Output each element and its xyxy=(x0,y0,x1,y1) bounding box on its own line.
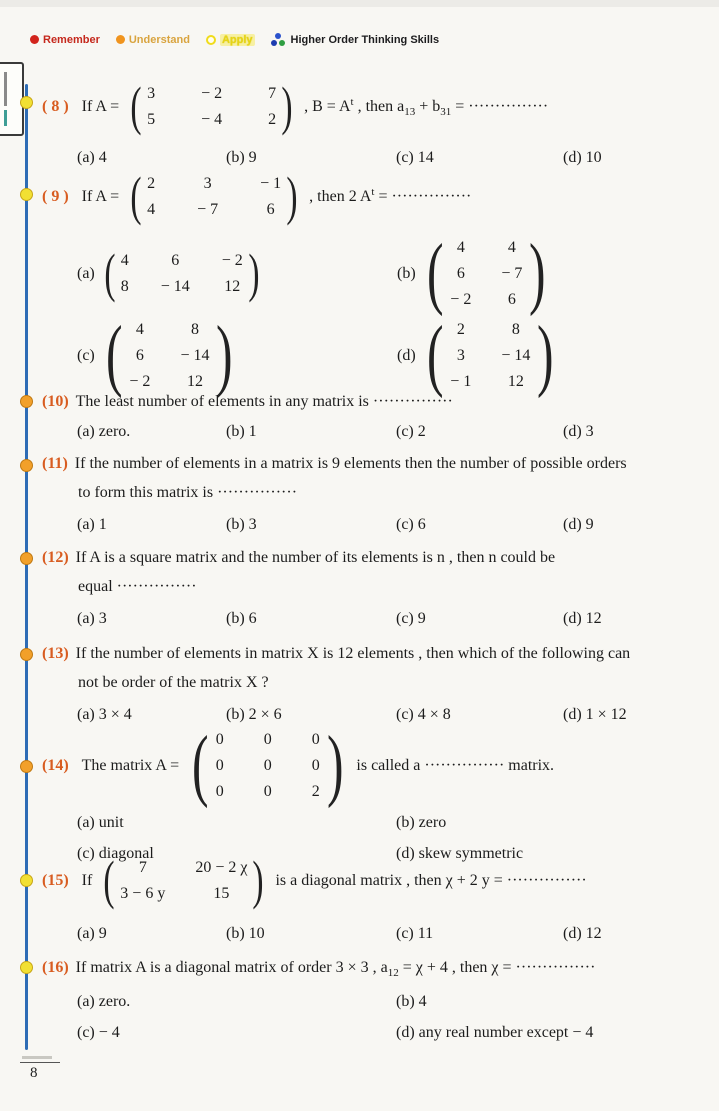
option-a: (a) 4 xyxy=(77,149,107,166)
stem-text: If A = xyxy=(81,98,120,115)
option-a: (a) unit xyxy=(77,814,124,831)
bullet-dot xyxy=(20,874,33,887)
option-d: (d) 3 xyxy=(563,423,594,440)
option-d: (d) 9 xyxy=(563,516,594,533)
stem-text: If the number of elements in a matrix is 9 elements then the number of possible orders xyxy=(74,455,627,472)
legend xyxy=(30,33,439,46)
question-15 xyxy=(42,852,704,946)
question-11 xyxy=(42,452,704,537)
options-row xyxy=(42,703,704,727)
bullet-dot xyxy=(20,961,33,974)
bullet-dot xyxy=(20,648,33,661)
question-number: (12) xyxy=(42,549,69,566)
footer-rule xyxy=(20,1062,60,1063)
question-number: (10) xyxy=(42,393,69,410)
page-number: 8 xyxy=(30,1065,38,1081)
question-rail-line xyxy=(25,84,28,1050)
option-b: (b) 1 xyxy=(226,423,257,440)
matrix: ( 0 0 0 0 0 0 0 0 2 ) xyxy=(192,721,344,810)
legend-understand xyxy=(116,34,190,46)
matrix: ( 4 8 6 − 14 − 2 12 ) xyxy=(105,311,234,400)
option-d: (d) 12 xyxy=(563,925,602,942)
option-b: (b) 2 × 6 xyxy=(226,706,282,723)
bullet-dot xyxy=(20,552,33,565)
stem-text: If the number of elements in matrix X is 12 elements , then which of the following can xyxy=(75,645,631,662)
stem-text: If xyxy=(81,872,93,889)
option-c: (c) 11 xyxy=(396,925,434,942)
option-d: (d) any real number except − 4 xyxy=(396,1024,594,1041)
question-14 xyxy=(42,721,704,866)
options-row xyxy=(42,513,704,537)
matrix: ( 4 4 6 − 7 − 2 6 ) xyxy=(426,229,546,318)
stem-text: If matrix A is a diagonal matrix of order 3 × 3 , $a_{12} = \chi + 4$ , then χ = ··············· xyxy=(75,959,596,979)
option-b: (b) 4 xyxy=(396,993,427,1010)
options-row-cd xyxy=(42,311,704,400)
option-b: (b) 6 xyxy=(226,610,257,627)
options-row-ab xyxy=(42,229,704,318)
option-c: (c) ( 4 8 6 − 14 − 2 12 ) xyxy=(77,317,397,395)
stem-text: If A = xyxy=(81,188,120,205)
bullet-dot xyxy=(20,188,33,201)
option-b: (b) ( 4 4 6 − 7 − 2 6 ) xyxy=(397,235,704,313)
options-row xyxy=(42,922,704,946)
option-a: (a) 9 xyxy=(77,925,107,942)
understand-dot-icon xyxy=(116,35,125,44)
option-c: (c) 9 xyxy=(396,610,426,627)
legend-hots-label: Higher Order Thinking Skills xyxy=(290,33,440,46)
hots-cluster-icon xyxy=(271,33,286,46)
matrix: ( 3 − 2 7 5 − 4 2 ) xyxy=(130,76,293,137)
stem-text: The least number of elements in any matrix is ··············· xyxy=(75,393,453,410)
option-a: (a) zero. xyxy=(77,993,131,1010)
stem-text: is called a ··············· matrix. xyxy=(356,757,555,774)
bullet-dot xyxy=(20,395,33,408)
question-stem xyxy=(42,78,704,136)
legend-apply-label: Apply xyxy=(221,33,253,46)
matrix: ( 4 6 − 2 8 − 14 12 ) xyxy=(104,243,260,304)
option-c: (c) 14 xyxy=(396,149,434,166)
remember-dot-icon xyxy=(30,35,39,44)
matrix: ( 2 3 − 1 4 − 7 6 ) xyxy=(130,166,298,227)
apply-ring-icon xyxy=(206,35,216,45)
scan-edge xyxy=(0,0,719,7)
question-number: (15) xyxy=(42,872,69,889)
option-c: (c) 4 × 8 xyxy=(396,706,451,723)
stem-text-line2: equal ··············· xyxy=(78,578,197,595)
option-c: (c) 6 xyxy=(396,516,426,533)
legend-apply xyxy=(206,34,255,46)
question-number: (14) xyxy=(42,757,69,774)
legend-understand-label: Understand xyxy=(128,33,190,46)
option-d: (d) ( 2 8 3 − 14 − 1 12 ) xyxy=(397,317,704,395)
question-stem xyxy=(42,956,704,980)
legend-remember xyxy=(30,34,100,46)
question-12 xyxy=(42,546,704,631)
option-a: (a) zero. xyxy=(77,423,131,440)
option-a: (a) 1 xyxy=(77,516,107,533)
matrix: ( 7 20 − 2 χ 3 − 6 y 15 ) xyxy=(103,850,265,911)
option-a: (a) ( 4 6 − 2 8 − 14 12 ) xyxy=(77,248,397,300)
question-stem xyxy=(42,452,704,476)
question-number: ( 8 ) xyxy=(42,98,69,115)
option-c: (c) 2 xyxy=(396,423,426,440)
question-13 xyxy=(42,642,704,727)
stem-text: If A is a square matrix and the number of its elements is n , then n could be xyxy=(75,549,556,566)
question-10 xyxy=(42,390,704,444)
option-b: (b) 9 xyxy=(226,149,257,166)
option-c: (c) diagonal xyxy=(77,845,154,862)
option-b: (b) 10 xyxy=(226,925,265,942)
question-16 xyxy=(42,956,704,1045)
stem-text: , then 2 $A^t$ = ··············· xyxy=(309,186,472,205)
stem-text: is a diagonal matrix , then χ + 2 y = ··············· xyxy=(275,872,587,889)
question-number: (13) xyxy=(42,645,69,662)
option-d: (d) 10 xyxy=(563,149,602,166)
question-stem xyxy=(42,390,704,414)
question-stem xyxy=(42,852,704,910)
question-stem xyxy=(42,546,704,570)
question-stem xyxy=(42,642,704,666)
options-grid xyxy=(42,989,704,1045)
legend-hots xyxy=(271,33,440,46)
option-a: (a) 3 xyxy=(77,610,107,627)
option-c: (c) − 4 xyxy=(77,1024,120,1041)
question-number: (11) xyxy=(42,455,68,472)
option-d: (d) skew symmetric xyxy=(396,845,524,862)
stem-text: The matrix A = xyxy=(81,757,180,774)
legend-remember-label: Remember xyxy=(43,33,100,46)
matrix: ( 2 8 3 − 14 − 1 12 ) xyxy=(426,311,554,400)
page-footer xyxy=(20,1056,80,1082)
stem-text-line2: to form this matrix is ··············· xyxy=(78,484,298,501)
option-d: (d) 1 × 12 xyxy=(563,706,627,723)
question-stem xyxy=(42,721,704,810)
option-b: (b) zero xyxy=(396,814,447,831)
stem-text-line2: not be order of the matrix X ? xyxy=(78,674,269,691)
question-number: ( 9 ) xyxy=(42,188,69,205)
bullet-dot xyxy=(20,760,33,773)
question-8 xyxy=(42,78,704,170)
question-number: (16) xyxy=(42,959,69,976)
bullet-dot xyxy=(20,96,33,109)
footer-smudge xyxy=(22,1056,52,1059)
option-d: (d) 12 xyxy=(563,610,602,627)
options-row xyxy=(42,420,704,444)
bullet-dot xyxy=(20,459,33,472)
option-a: (a) 3 × 4 xyxy=(77,706,132,723)
option-b: (b) 3 xyxy=(226,516,257,533)
stem-text: , $B = A^t$ , then $a_{13} + b_{31}$ = ··············· xyxy=(304,96,549,118)
question-stem xyxy=(42,168,704,226)
options-row xyxy=(42,607,704,631)
question-9 xyxy=(42,166,704,400)
